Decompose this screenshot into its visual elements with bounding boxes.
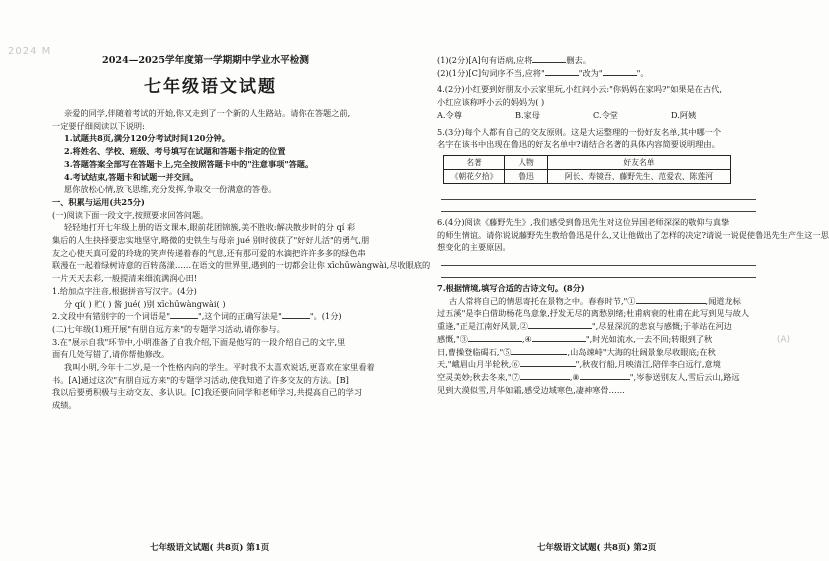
passage-line: 书。[A]通过这次"有朋自远方来"的专题学习活动,使我知道了许多交友的方法。[B] [52,374,349,385]
q2-text: 2.文段中有错别字的一个词语是" [52,311,171,322]
table-cell: 《朝花夕拾》 [444,169,505,183]
question-5: 5.(3分)每个人都有自己的交友原则。这是大运整理的一份好友名单,其中哪一个 [437,126,722,137]
poem-text: 古人常将自己的情思寄托在景物之中。春春时节,"① [449,295,636,306]
q2-text: ",这个词的正确写法是" [198,311,282,322]
q3-sub-1 [437,54,760,67]
q3-text: "改为" [578,67,603,78]
answer-line [441,188,756,200]
faint-watermark: 2024 M [8,46,52,57]
poem-text: 空灵美妙;秋去冬来,"⑦ [437,371,520,382]
exam-title: 2024—2025学年度第一学期期中学业水平检测 [102,55,309,66]
passage-line: 联漫在一起着绿树诗意的百转荡漾……在语文的世界里,遇到的一切都会让你 xīchūwàngwài,尽收眼底的 [52,260,431,271]
poem-text: 日,曹操登临碣石,"⑤ [437,346,512,357]
passage-line: 轻轻地打开七年级上册的语文课本,眼前花团锦簇,美不胜收:解决散步时的分 qí 彩 [64,222,356,233]
answer-blank [520,358,576,367]
question-3: 面有几处写错了,请你帮他修改。 [52,349,170,360]
q3-text: (2)(1分)[C]句词序不当,应将" [437,67,545,78]
poem-text: ,闻道龙标 [705,295,741,306]
poem-text: ",秋夜行船,月映清江,陪伴李白远行,意境 [575,359,721,370]
rule-line: 1.试题共8页,满分120分考试时间120分钟。 [64,133,230,144]
grade-title: 七年级语文试题 [144,77,277,97]
question-1-parts: 分 qí( ) 贮( ) 酱 jué( )别 xīchūwàngwài( ) [64,298,226,309]
subsection-heading: (二)七年级(1)班开展"有朋自远方来"的专题学习活动,请你参与。 [52,323,285,334]
option-d: D.阿姨 [671,109,697,120]
question-4: 小红应该称呼小云的妈妈为( ) [437,97,545,108]
question-6: 6.(4分)阅读《藤野先生》,我们感受到鲁迅先生对这位异国老师深深的敬仰与真挚 [437,216,730,227]
table-header: 人物 [505,155,548,169]
answer-blank [468,333,522,342]
passage-line: 我叫小明,今年十二岁,是一个性格内向的学生。平时我不太喜欢说话,更喜欢在家里看着 [64,362,375,373]
rule-line: 3.答题答案全部写在答题卡上,完全按照答题卡中的"注意事项"答题。 [64,158,314,169]
poem-text: ",岑参送别友人,雪后云山,路远 [629,371,740,382]
table-cell: 阿长、寿镜吾、藤野先生、范爱农、陈莲河 [548,169,731,183]
answer-line [441,254,756,266]
option-b: B.家母 [515,109,540,120]
table-header: 名著 [444,155,505,169]
option-a: A.令尊 [437,109,462,120]
poem-line [437,371,760,384]
q3-text: (1)(2分)[A]句有语病,应将 [437,55,533,65]
q3-sub-2 [437,67,760,80]
section-heading: 一、积累与运用(共25分) [52,196,145,207]
answer-blank [170,310,198,319]
q2-text: "。(1分) [309,311,342,322]
passage-line: 友之心使天真可爱的玲珑的笑声传递着春的气息,还有那可爱的水滴把许许多多的绿色串 [52,247,366,258]
answer-line [441,266,756,278]
question-4: 4.(2分)小红要到好朋友小云家里玩,小红问小云:"你妈妈在家吗?"如果是在古代, [437,84,722,95]
intro-line: 亲爱的同学,伴随着考试的开始,你又走到了一个新的人生路站。请你在答题之前, [64,108,351,118]
answer-line [441,200,756,212]
poem-text: ,山岛竦峙"大海的壮阔景象尽收眼底;在秋 [567,346,716,357]
answer-blank [603,67,637,76]
question-6: 的师生情谊。请你说说藤野先生教给鲁迅是什么,又让他做出了怎样的决定?请说一说促使鲁迅先生产生这一思 [437,229,829,240]
poem-text: 天,"峨眉山月半轮秋,⑥ [437,359,520,370]
poem-line: 过五溪"是李白借助杨花鸟意象,抒发无尽的离愁别绪;杜甫病衰的杜甫在此写到见与故人 [437,308,750,319]
poem-text: 感慨,"③ [437,333,468,344]
question-2 [52,310,369,323]
passage-line: 一片天天去彩,一般提清来细流满润心田! [52,273,198,284]
option-c: C.令堂 [593,109,618,120]
margin-mark: (A) [776,335,790,345]
subsection-heading: (一)阅读下面一段文字,按照要求回答问题。 [52,209,209,220]
poem-line [437,333,760,346]
page-2 [397,0,829,561]
question-5: 名字在该书中出现在鲁迅的好友名单中?请结合名著的具体内容简要说明理由。 [437,139,720,150]
question-3: 3.在"展示自我"环节中,小明准备了自我介绍,下面是他写的一段介绍自己的文字,里 [52,336,346,347]
answer-blank [532,54,566,63]
rule-line: 4.考试结束,答题卡和试题一并交回。 [64,171,199,182]
poem-text: ",尽显深沉的悲哀与感慨;于菲站在河边 [591,321,732,332]
answer-blank [580,371,630,380]
answer-blank [528,320,592,329]
intro-line: 一定要仔细阅读以下说明: [52,120,145,131]
poem-line [437,320,760,333]
poem-text: ,⑧ [569,371,580,382]
answer-blank [520,371,570,380]
poem-line [437,295,760,308]
passage-line: 成绩。 [52,400,77,411]
question-7: 7.根据情境,填写合适的古诗文句。(8分) [437,283,585,294]
answer-blank [636,295,706,304]
table-header: 好友名单 [548,155,731,169]
friend-list-table [443,155,731,184]
page-footer: 七年级语文试题( 共8页) 第2页 [537,543,657,553]
poem-text: ",时光如流水,一去不回;转眼到了秋 [585,333,713,344]
poem-text: ,④ [521,333,532,344]
poem-line: 见到大漠似雪,月华如霜,感受边域寒色,凄神寒骨…… [437,384,625,395]
answer-blank [511,346,567,355]
answer-blank [282,310,310,319]
q3-text: 删去。 [566,55,591,65]
passage-line: 集后的人生抉择要忠实地坚守,略微的史铁生与母亲 jué 别时彼获了"好好儿活"的勇气,朋 [52,235,370,246]
table-row [444,169,731,183]
table-header-row [444,155,731,169]
rule-line: 2.将姓名、学校、班级、考号填写在试题和答题卡指定的位置 [64,146,286,157]
q3-text: "。 [636,67,649,78]
wish-line: 愿你放松心情,放飞思维,充分发挥,争取交一份满意的答卷。 [64,184,277,195]
table-cell: 鲁迅 [505,169,548,183]
question-1: 1.给加点字注音,根据拼音写汉字。(4分) [52,285,197,296]
question-6: 想变化的主要原因。 [437,242,511,253]
poem-line [437,346,760,359]
page-footer: 七年级语文试题( 共8页) 第1页 [150,543,270,553]
answer-blank [545,67,579,76]
poem-text: 重逢,"正是江南好风景,② [437,321,528,332]
question-4-options [437,109,760,122]
poem-line [437,358,760,371]
passage-line: 我以后要勇积极与主动交友、多认识。[C]我还要向同学和老师学习,共提高自己的学习 [52,387,363,398]
answer-blank [532,333,586,342]
